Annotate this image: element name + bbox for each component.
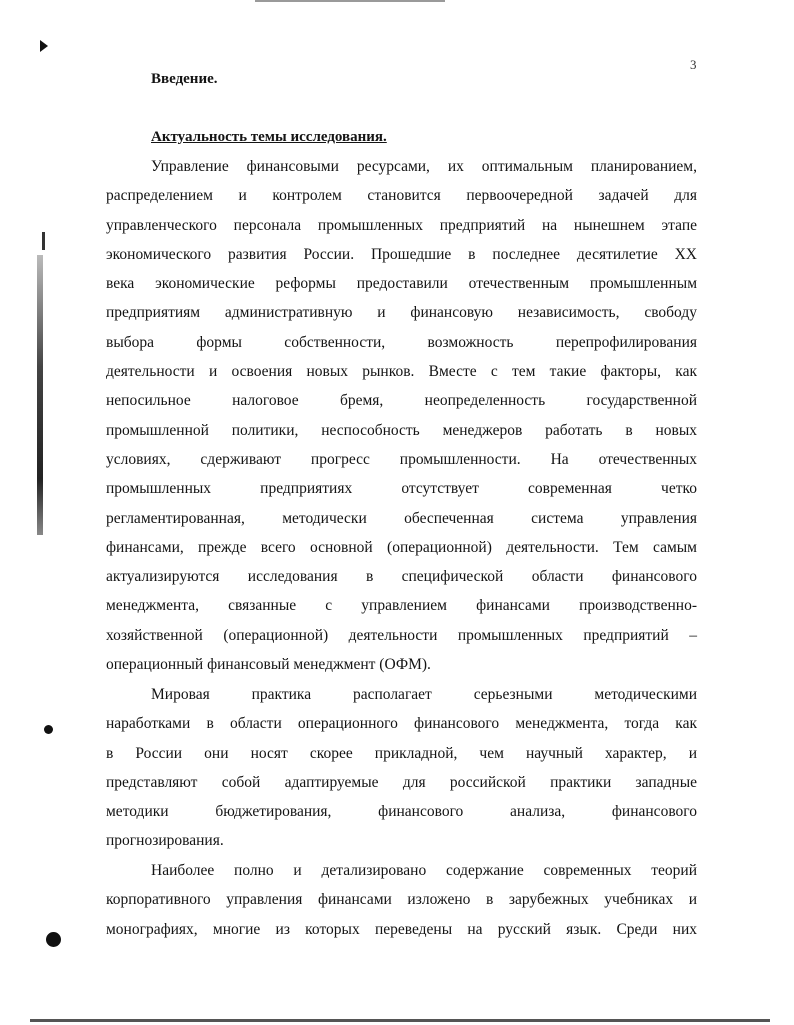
text-line: промышленных предприятиях отсутствует современная четко [106,480,697,498]
paragraph-theories [106,856,697,944]
binding-edge-shadow [37,255,43,535]
text-line: Управление финансовыми ресурсами, их оптимальным планированием, [151,158,697,175]
text-line: хозяйственной (операционной) деятельности промышленных предприятий – [106,626,697,644]
text-line: в России они носят скорее прикладной, чем научный характер, и [106,744,697,762]
text-line: финансами, прежде всего основной (операционной) деятельности. Тем самым [106,538,697,556]
text-line: Наиболее полно и детализировано содержание современных теорий [151,862,697,879]
text-line: распределением и контролем становится первоочередной задачей для [106,187,697,205]
text-line: актуализируются исследования в специфической области финансового [106,568,697,586]
section-subheading: Актуальность темы исследования. [151,129,387,145]
text-line: регламентированная, методически обеспеченная система управления [106,509,697,527]
scan-edge-bottom [30,1019,770,1022]
text-line: методики бюджетирования, финансового анализа, финансового [106,803,697,821]
text-line: условиях, сдерживают прогресс промышленности. На отечественных [106,450,697,468]
scan-edge-top [255,0,445,2]
text-line: управленческого персонала промышленных предприятий на нынешнем этапе [106,216,697,234]
text-line: непосильное налоговое бремя, неопределенность государственной [106,392,697,410]
text-line: промышленной политики, неспособность менеджеров работать в новых [106,421,697,439]
paragraph-relevance [106,152,697,679]
scan-artifact-mark [40,40,48,52]
text-line: менеджмента, связанные с управлением финансами производственно- [106,597,697,615]
scan-artifact-mark [42,232,45,250]
text-line: представляют собой адаптируемые для российской практики западные [106,773,697,791]
text-line: корпоративного управления финансами изложено в зарубежных учебниках и [106,891,697,909]
text-line: деятельности и освоения новых рынков. Вместе с тем такие факторы, как [106,363,697,381]
text-line: монографиях, многие из которых переведены на русский язык. Среди них [106,920,697,938]
page-number: 3 [690,57,697,72]
text-line: наработками в области операционного финансового менеджмента, тогда как [106,715,697,733]
punch-hole [46,932,61,947]
page-heading: Введение. [151,71,218,87]
text-line: Мировая практика располагает серьезными методическими [151,686,697,703]
text-line: прогнозирования. [106,832,224,850]
text-line: операционный финансовый менеджмент (ОФМ). [106,656,431,674]
text-line: экономического развития России. Прошедшие в последнее десятилетие XX [106,245,697,263]
paragraph-world-practice [106,680,697,856]
text-line: выбора формы собственности, возможность перепрофилирования [106,333,697,351]
punch-hole [44,725,53,734]
text-line: предприятиям административную и финансовую независимость, свободу [106,304,697,322]
text-line: века экономические реформы предоставили отечественным промышленным [106,275,697,293]
